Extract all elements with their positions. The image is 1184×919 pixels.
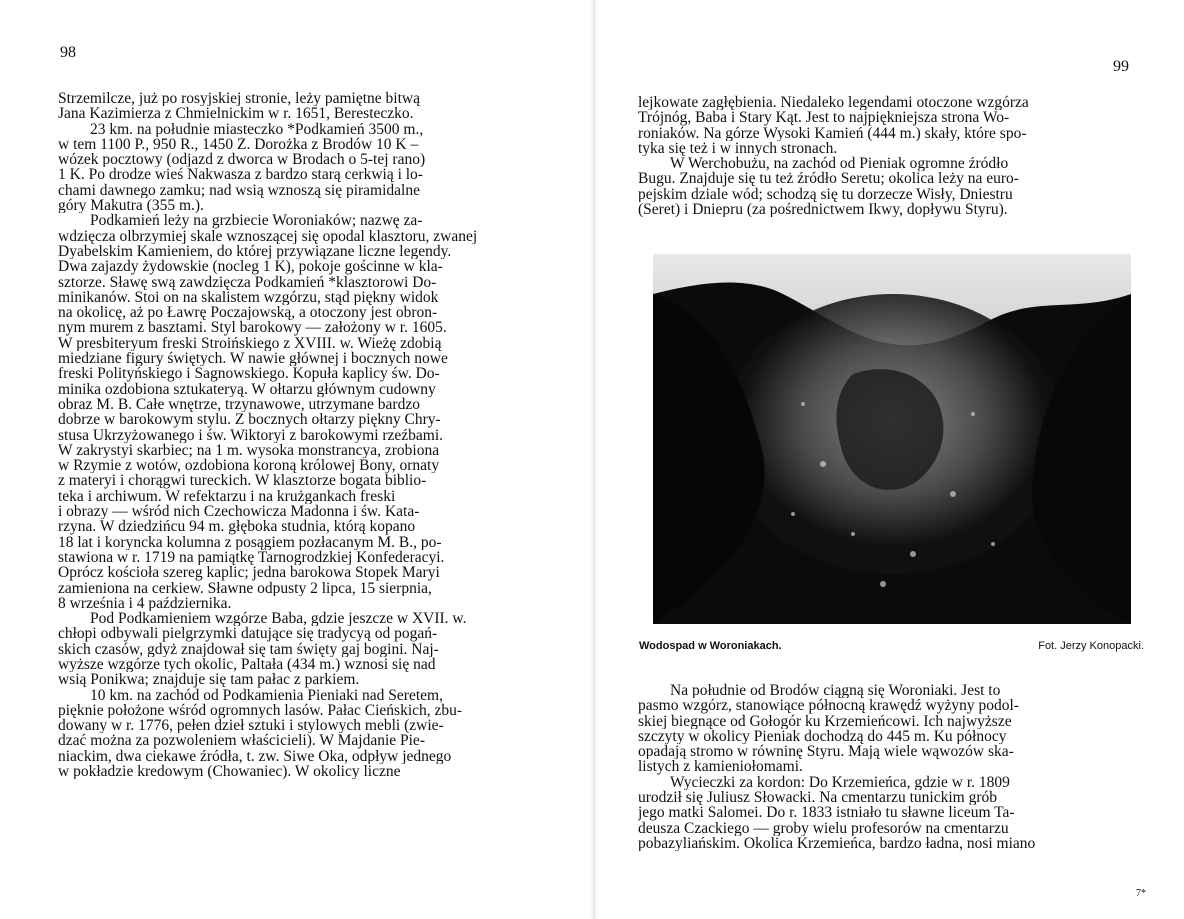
text-line: wsią Ponikwa; znajduje się tam pałac z parkiem. xyxy=(58,672,360,688)
text-line: wózek pocztowy (odjazd z dworca w Brodach o 5-tej rano) xyxy=(58,152,426,168)
text-line: freski Polityńskiego i Sagnowskiego. Kopuła kaplicy św. Do- xyxy=(58,366,440,382)
text-line: Strzemilcze, już po rosyjskiej stronie, leży pamiętne bitwą xyxy=(58,91,420,107)
text-line: Trójnóg, Baba i Stary Kąt. Jest to najpiękniejsza strona Wo- xyxy=(638,110,1010,126)
text-line: minika ozdobiona sztukateryą. W ołtarzu głównym cudowny xyxy=(58,381,436,397)
right-page-body-top xyxy=(638,95,1136,217)
text-line: dobrze w barokowym stylu. Z bocznych ołtarzy piękny Chry- xyxy=(58,412,441,428)
left-page-body xyxy=(58,91,565,779)
text-line: lejkowate zagłębienia. Niedaleko legendami otoczone wzgórza xyxy=(638,95,1029,111)
text-line: w pokładzie kredowym (Chowaniec). W okolicy liczne xyxy=(58,764,401,780)
text-line: 18 lat i koryncka kolumna z posągiem pozłacanym M. B., po- xyxy=(58,534,442,550)
text-line: w Rzymie z wotów, ozdobiona koroną królowej Bony, ornaty xyxy=(58,458,440,474)
text-line: (Seret) i Dniepru (za pośrednictwem Ikwy, dopływu Styru). xyxy=(638,202,1008,218)
text-line: chłopi odbywali pielgrzymki datujące się tradycyą od pogań- xyxy=(58,626,438,642)
text-line: w tem 1100 P., 950 R., 1450 Ż. Dorożka z Brodów 10 K – xyxy=(58,136,419,153)
text-line: niackim, dwa ciekawe źródła, t. zw. Siwe Oka, odpływ jednego xyxy=(58,748,452,765)
text-line: Bugu. Znajduje się tu też źródło Seretu; okolica leży na euro- xyxy=(638,171,1019,187)
text-line: 8 września i 4 października. xyxy=(58,595,232,612)
text-line: 1 K. Po drodze wieś Nakwasza z bardzo starą cerkwią i lo- xyxy=(58,167,423,183)
right-page xyxy=(592,0,1184,919)
text-line: tyka się też i w innych stronach. xyxy=(638,140,838,157)
text-line: opadają stromo w równinę Styru. Mają wiele wąwozów ska- xyxy=(638,744,1014,760)
text-line: skich czasów, gdyż znajdował się tam święty gaj bogini. Naj- xyxy=(58,641,439,657)
text-line: góry Makutra (355 m.). xyxy=(58,198,204,214)
text-line: roniaków. Na górze Wysoki Kamień (444 m.) skały, które spo- xyxy=(638,125,1027,141)
text-line: 23 km. na południe miasteczko *Podkamień 3500 m., xyxy=(90,121,424,137)
text-line: miedziane figury świętych. W nawie głównej i bocznych nowe xyxy=(58,351,448,367)
text-line: sztorze. Sławę swą zawdzięcza Podkamień *klasztorowi Do- xyxy=(58,274,437,290)
text-line: rzyna. W dziedzińcu 94 m. głęboka studnia, którą kopano xyxy=(58,519,416,535)
signature-mark: 7* xyxy=(1136,888,1146,899)
text-line: dowany w r. 1776, pełen dzieł sztuki i stylowych mebli (zwie- xyxy=(58,718,444,734)
text-line: Dwa zajazdy żydowskie (nocleg 1 K), pokoje gościnne w kla- xyxy=(58,259,443,275)
text-line: pejskim dziale wód; schodzą się tu dorzecze Wisły, Dniestru xyxy=(638,186,1013,203)
text-line: zamieniona na cerkiew. Sławne odpusty 2 lipca, 15 sierpnia, xyxy=(58,580,432,596)
text-line: dzać można za pozwoleniem właścicieli). W Majdanie Pie- xyxy=(58,733,425,749)
text-line: szczyty w okolicy Pieniak dochodzą do 445 m. Ku północy xyxy=(638,728,1007,745)
text-line: pobazyliańskim. Okolica Krzemieńca, bardzo ładna, nosi miano xyxy=(638,835,1036,852)
text-line: Oprócz kościoła szereg kaplic; jedna barokowa Stopek Maryi xyxy=(58,565,440,581)
text-line: i obrazy — wśród nich Czechowicza Madonna i św. Kata- xyxy=(58,504,420,520)
right-page-body-bottom xyxy=(638,683,1136,851)
text-line: W zakrystyi skarbiec; na 1 m. wysoka monstrancya, zrobiona xyxy=(58,442,440,459)
waterfall-photo xyxy=(653,254,1131,624)
text-line: nym murem z basztami. Styl barokowy — założony w r. 1605. xyxy=(58,320,447,336)
text-line: Dyabelskim Kamieniem, do której przywiązane liczne legendy. xyxy=(58,243,452,260)
text-line: urodził się Juliusz Słowacki. Na cmentarzu tunickim grób xyxy=(638,790,997,806)
text-line: chami dawnego zamku; nad wsią wznoszą się piramidalne xyxy=(58,182,420,199)
text-line: stusa Ukrzyżowanego i św. Wiktoryi z barokowymi rzeźbami. xyxy=(58,427,444,443)
text-line: 10 km. na zachód od Podkamienia Pieniaki nad Seretem, xyxy=(90,687,443,703)
text-line: W Werchobużu, na zachód od Pieniak ogromne źródło xyxy=(670,156,1009,172)
text-line: z materyi i chorągwi tureckich. W klasztorze bogata biblio- xyxy=(58,473,427,489)
text-line: W presbiteryum freski Stroińskiego z XVIII. w. Wieżę zdobią xyxy=(58,335,442,352)
text-line: listych z kamieniołomami. xyxy=(638,759,803,775)
text-line: na okolicę, aż po Ławrę Poczajowską, a otoczony jest obron- xyxy=(58,305,438,321)
text-line: Pod Podkamieniem wzgórze Baba, gdzie jeszcze w XVII. w. xyxy=(90,611,467,627)
page-number-left: 98 xyxy=(60,44,76,61)
text-line: teka i archiwum. W refektarzu i na krużgankach freski xyxy=(58,488,396,505)
text-line: jego matki Salomei. Do r. 1833 istniało tu sławne liceum Ta- xyxy=(638,805,1015,821)
text-line: wyższe wzgórze tych okolic, Paltała (434 m.) wznosi się nad xyxy=(58,656,436,673)
text-line: Wycieczki za kordon: Do Krzemieńca, gdzie w r. 1809 xyxy=(670,774,1010,791)
text-line: Jana Kazimierza z Chmielnickim w r. 1651, Beresteczko. xyxy=(58,106,414,122)
text-line: skiej biegnące od Gołogór ku Krzemieńcowi. Ich najwyższe xyxy=(638,713,1012,729)
photo-caption: Wodospad w Woroniakach. xyxy=(639,640,782,652)
text-line: pięknie położone wśród ogromnych lasów. Pałac Cieńskich, zbu- xyxy=(58,702,463,719)
text-line: stawiona w r. 1719 na pamiątkę Tarnogrodzkiej Konfederacyi. xyxy=(58,549,445,566)
text-line: wdzięcza olbrzymiej skale wznoszącej się opodal klasztoru, zwanej xyxy=(58,228,478,244)
text-line: pasmo wzgórz, stanowiące północną krawędź wyżyny podol- xyxy=(638,698,1019,714)
photo-image xyxy=(653,254,1131,624)
text-line: Na południe od Brodów ciągną się Woroniaki. Jest to xyxy=(670,683,1001,699)
page-number-right: 99 xyxy=(1113,58,1129,75)
text-line: minikanów. Stoi on na skalistem wzgórzu, stąd piękny widok xyxy=(58,289,439,306)
text-line: obraz M. B. Całe wnętrze, trzynawowe, utrzymane bardzo xyxy=(58,396,420,413)
text-line: Podkamień leży na grzbiecie Woroniaków; nazwę za- xyxy=(90,213,423,229)
photo-credit: Fot. Jerzy Konopacki. xyxy=(1038,640,1144,652)
text-line: deusza Czackiego — groby wielu profesorów na cmentarzu xyxy=(638,820,1009,836)
